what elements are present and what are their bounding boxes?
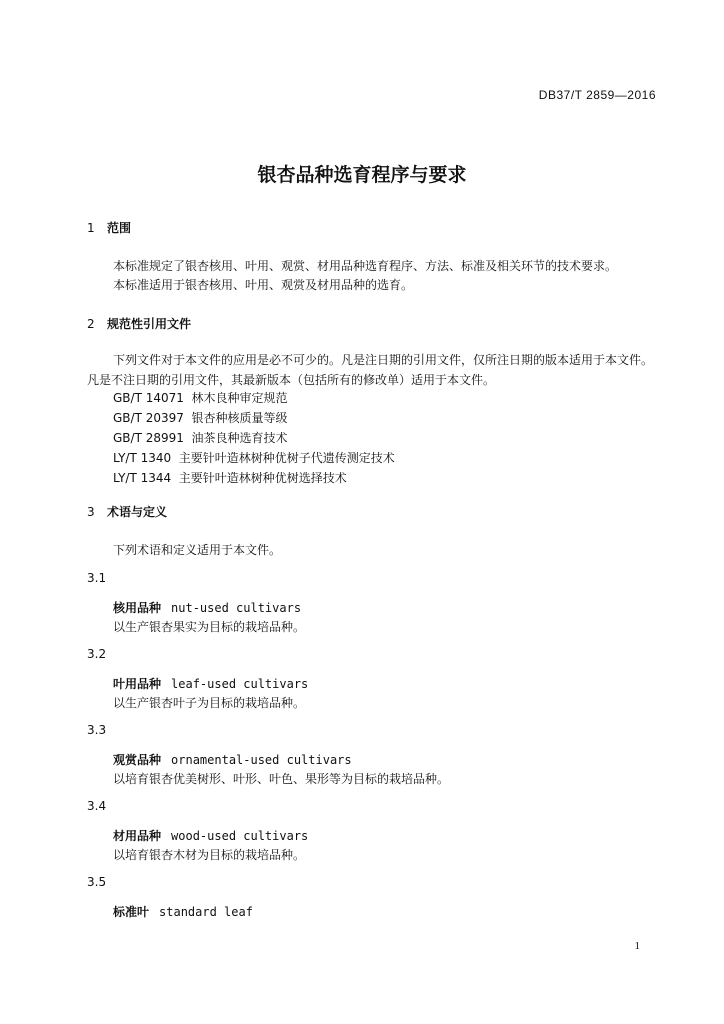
page-number: 1 (634, 940, 640, 952)
section-title: 规范性引用文件 (107, 317, 192, 331)
section-title: 术语与定义 (107, 505, 168, 519)
term-number: 3.5 (87, 875, 107, 889)
term-entry (87, 826, 683, 846)
term-english: standard leaf (159, 905, 253, 919)
term-number: 3.4 (87, 799, 107, 813)
term-definition: 以培育银杏木材为目标的栽培品种。 (113, 848, 306, 862)
section-number: 1 (87, 221, 95, 235)
term-definition: 以生产银杏果实为目标的栽培品种。 (113, 620, 306, 634)
term-entry (87, 598, 683, 618)
document-code: DB37/T 2859—2016 (538, 88, 656, 102)
term-chinese: 核用品种 (113, 601, 162, 615)
section-2-heading (87, 314, 657, 334)
term-english: wood-used cultivars (171, 829, 309, 843)
reference-item: LY/T 1340 主要针叶造林树种优树子代遗传测定技术 (113, 451, 395, 465)
term-english: nut-used cultivars (171, 601, 302, 615)
term-chinese: 材用品种 (113, 829, 162, 843)
term-entry (87, 750, 683, 770)
term-english: leaf-used cultivars (171, 677, 309, 691)
section-number: 3 (87, 505, 95, 519)
section-1-paragraph-1: 本标准规定了银杏核用、叶用、观赏、材用品种选育程序、方法、标准及相关环节的技术要求。 (113, 259, 618, 273)
document-title: 银杏品种选育程序与要求 (257, 164, 467, 186)
section-number: 2 (87, 317, 95, 331)
section-title: 范围 (107, 221, 132, 235)
reference-item: GB/T 14071 林木良种审定规范 (113, 391, 288, 405)
normative-references-list (87, 388, 657, 488)
section-3-heading (87, 502, 657, 522)
term-number: 3.1 (87, 571, 107, 585)
term-chinese: 观赏品种 (113, 753, 162, 767)
term-chinese: 叶用品种 (113, 677, 162, 691)
term-chinese: 标准叶 (113, 905, 150, 919)
section-1-paragraph-2: 本标准适用于银杏核用、叶用、观赏及材用品种的选育。 (113, 278, 414, 292)
term-number: 3.2 (87, 647, 107, 661)
term-entry (87, 674, 683, 694)
reference-item: GB/T 28991 油茶良种选育技术 (113, 431, 288, 445)
term-english: ornamental-used cultivars (171, 753, 352, 767)
reference-item: LY/T 1344 主要针叶造林树种优树选择技术 (113, 471, 347, 485)
term-number: 3.3 (87, 723, 107, 737)
term-definition: 以生产银杏叶子为目标的栽培品种。 (113, 696, 306, 710)
section-1-heading (87, 218, 657, 238)
reference-item: GB/T 20397 银杏种核质量等级 (113, 411, 288, 425)
term-definition: 以培育银杏优美树形、叶形、叶色、果形等为目标的栽培品种。 (113, 772, 450, 786)
section-2-paragraph-1: 下列文件对于本文件的应用是必不可少的。凡是注日期的引用文件，仅所注日期的版本适用于本文件。凡是不注日期的引用文件，其最新版本（包括所有的修改单）适用于本文件。 (87, 353, 654, 387)
section-3-paragraph-1: 下列术语和定义适用于本文件。 (113, 543, 282, 557)
term-entry (87, 902, 683, 922)
